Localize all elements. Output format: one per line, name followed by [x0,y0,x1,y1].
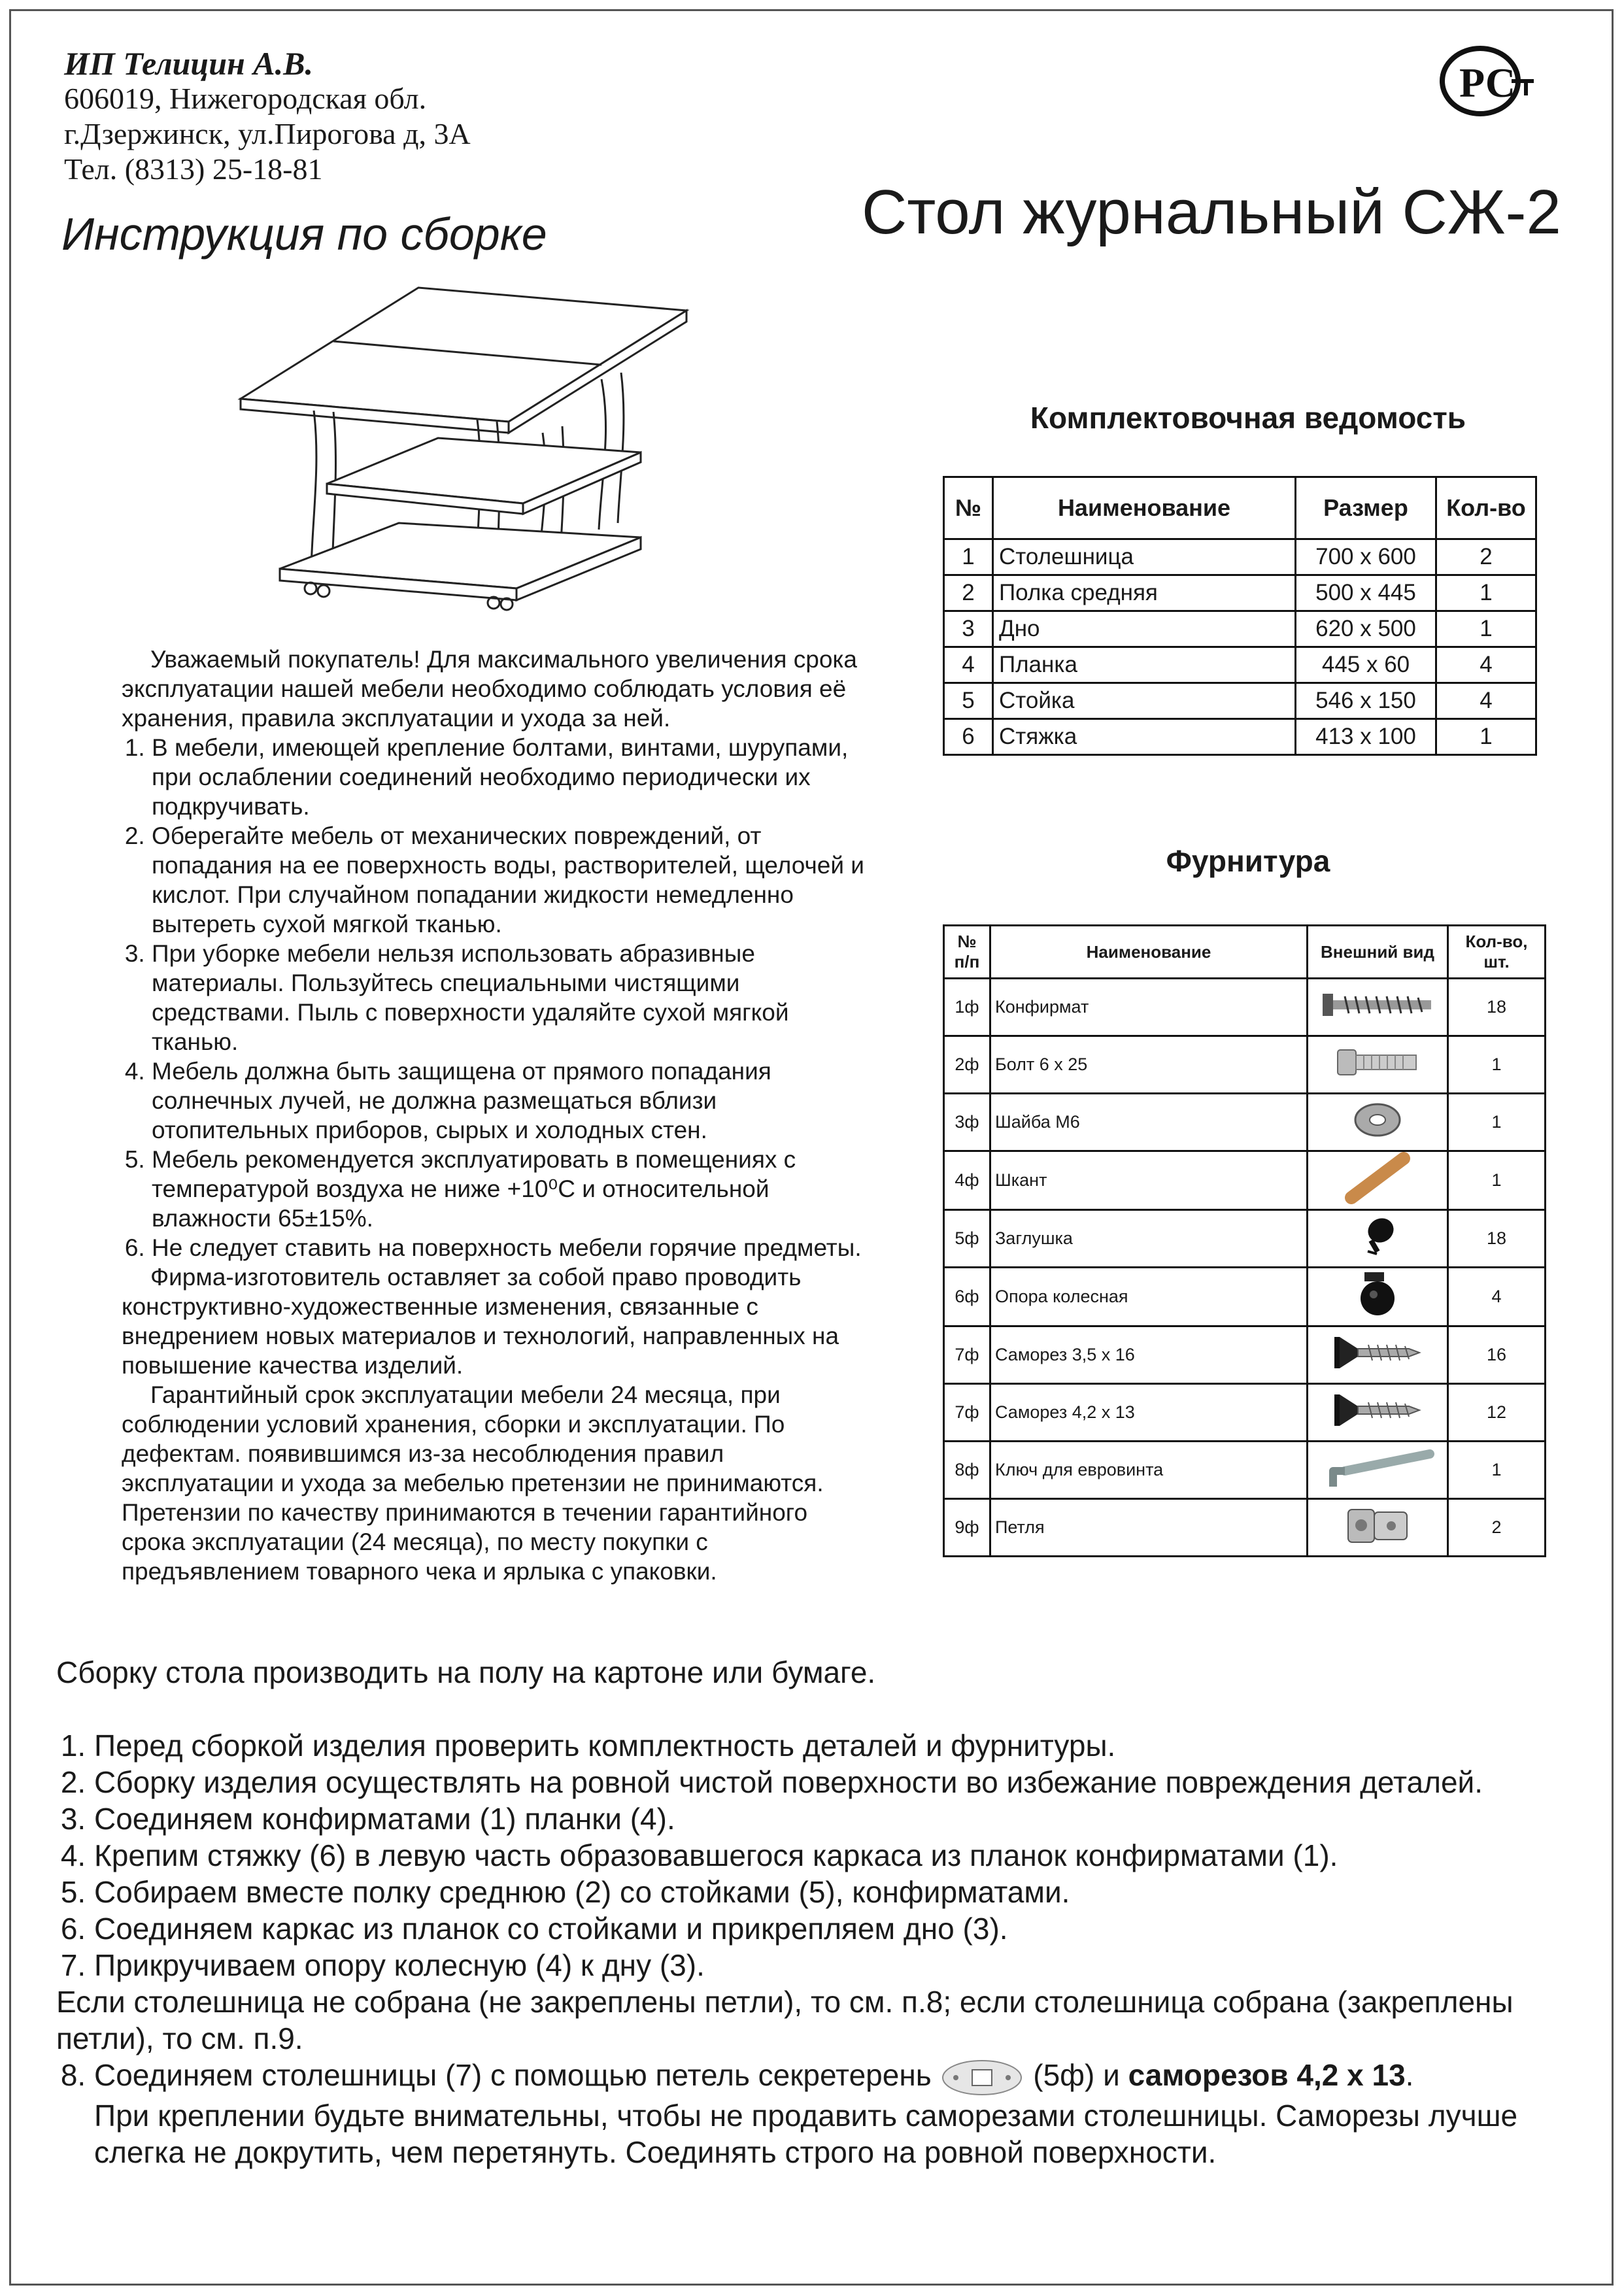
assembly-step: 3. Соединяем конфирматами (1) планки (4). [94,1800,1580,1837]
cell-name: Саморез 4,2 х 13 [990,1384,1308,1442]
cell-num: 2 [944,575,993,611]
table-row [944,1036,1546,1094]
cell-name: Планка [993,647,1296,683]
cell-qty: 18 [1448,979,1546,1036]
cell-qty: 2 [1436,539,1536,575]
cell-qty: 12 [1448,1384,1546,1442]
furnitura-title: Фурнитура [1166,844,1330,878]
cell-num: 4 [944,647,993,683]
cell-name: Саморез 3,5 х 16 [990,1326,1308,1384]
cell-num: 7ф [944,1326,990,1384]
step8-text: . [1405,2058,1414,2092]
hinge-icon [939,2058,1024,2097]
cell-image [1308,1442,1448,1499]
cell-image [1308,1210,1448,1268]
cell-name: Стяжка [993,719,1296,755]
cell-name: Опора колесная [990,1268,1308,1326]
company-block [64,46,471,187]
cell-qty: 1 [1448,1036,1546,1094]
cell-num: 4ф [944,1151,990,1210]
screw-icon [1332,1334,1423,1371]
cell-name: Столешница [993,539,1296,575]
cell-image [1308,1268,1448,1326]
cell-name: Болт 6 х 25 [990,1036,1308,1094]
table-row [944,575,1536,611]
step8-text: (5ф) и [1033,2058,1128,2092]
cell-name: Шкант [990,1151,1308,1210]
col-header: Кол-во [1436,477,1536,539]
coffee-table-illustration [235,281,693,615]
cell-qty: 1 [1448,1151,1546,1210]
cell-size: 500 x 445 [1296,575,1436,611]
care-item: 4. Мебель должна быть защищена от прямого попадания солнечных лучей, не должна размещаться вблизи отопительных приборов, сырых и холодных стен. [152,1056,873,1145]
cell-name: Стойка [993,683,1296,719]
cell-name: Шайба М6 [990,1094,1308,1151]
cell-image [1308,1326,1448,1384]
table-row [944,539,1536,575]
cell-num: 3ф [944,1094,990,1151]
hinge-icon [1342,1500,1413,1550]
washer-icon [1351,1102,1404,1138]
cell-num: 2ф [944,1036,990,1094]
table-row [944,683,1536,719]
assembly-steps [56,1727,1580,1984]
cell-num: 8ф [944,1442,990,1499]
table-row [944,1151,1546,1210]
cell-qty: 1 [1448,1094,1546,1151]
table-row [944,719,1536,755]
assembly-step: 5. Собираем вместе полку среднюю (2) со стойками (5), конфирматами. [94,1874,1580,1910]
assembly-step: 2. Сборку изделия осуществлять на ровной чистой поверхности во избежание повреждения деталей. [94,1764,1580,1800]
table-row [944,1210,1546,1268]
assembly-step: 4. Крепим стяжку (6) в левую часть образовавшегося каркаса из планок конфирматами (1). [94,1837,1580,1874]
cell-image [1308,1094,1448,1151]
step8-rest: При креплении будьте внимательны, чтобы не продавить саморезами столешницы. Саморезы лучше слегка не докрутить, чем перетянуть. Соединять строго на ровной поверхности. [94,2098,1518,2169]
table-row [944,611,1536,647]
cell-image [1308,1384,1448,1442]
cell-num: 1 [944,539,993,575]
cell-qty: 4 [1436,647,1536,683]
dowel-icon [1338,1152,1417,1204]
cell-size: 413 x 100 [1296,719,1436,755]
cell-num: 1ф [944,979,990,1036]
cell-num: 3 [944,611,993,647]
cell-qty: 1 [1448,1442,1546,1499]
warranty-text: Гарантийный срок эксплуатации мебели 24 месяца, при соблюдении условий хранения, сборки и эксплуатации. По дефектам. появившимся из-за несоблюдения правил эксплуатации и ухода за мебелью претензии не принимаются. Претензии по качеству принимаются в течении гарантийного срока эксплуатации (24 месяца), по месту покупки с предъявлением товарного чека и ярлыка с упаковки. [122,1381,824,1585]
cell-qty: 16 [1448,1326,1546,1384]
cell-size: 620 x 500 [1296,611,1436,647]
assembly-step: 6. Соединяем каркас из планок со стойками и прикрепляем дно (3). [94,1910,1580,1947]
care-item: 6. Не следует ставить на поверхность мебели горячие предметы. [152,1233,873,1262]
cell-image [1308,1499,1448,1557]
cell-image [1308,979,1448,1036]
step8-text: Соединяем столешницы (7) с помощью петель секретерень [94,2058,932,2092]
cell-qty: 4 [1448,1268,1546,1326]
cell-qty: 2 [1448,1499,1546,1557]
table-row [944,1094,1546,1151]
address-line-1: 606019, Нижегородская обл. [64,82,427,115]
assembly-intro: Сборку стола производить на полу на картоне или бумаге. [56,1655,876,1689]
komplekt-table [943,476,1537,756]
cell-num: 5 [944,683,993,719]
cell-qty: 1 [1436,575,1536,611]
assembly-steps-2 [56,2057,1580,2170]
assembly-step: 1. Перед сборкой изделия проверить комплектность деталей и фурнитуры. [94,1727,1580,1764]
cell-qty: 1 [1436,611,1536,647]
confirmat-screw-icon [1319,988,1436,1021]
cell-num: 9ф [944,1499,990,1557]
table-row [944,1442,1546,1499]
certification-mark-icon [1428,41,1539,119]
cap-plug-icon [1355,1213,1400,1259]
manufacturer-note: Фирма-изготовитель оставляет за собой право проводить конструктивно-художественные изменения, связанные с внедрением новых материалов и технологий, направленных на повышение качества изделий. [122,1264,839,1379]
address-line-2: г.Дзержинск, ул.Пирогова д, 3А [64,117,471,150]
bolt-icon [1335,1046,1420,1079]
assembly-step: 7. Прикручиваем опору колесную (4) к дну (3). [94,1947,1580,1984]
phone: Тел. (8313) 25-18-81 [64,152,323,186]
care-instructions [122,645,873,1586]
cell-size: 546 x 150 [1296,683,1436,719]
table-row [944,1326,1546,1384]
care-item: 1. В мебели, имеющей крепление болтами, винтами, шурупами, при ослаблении соединений необходимо периодически их подкручивать. [152,733,873,821]
table-row [944,1384,1546,1442]
care-item: 2. Оберегайте мебель от механических повреждений, от попадания на ее поверхность воды, растворителей, щелочей и кислот. При случайном попадании жидкости немедленно вытереть сухой мягкой тканью. [152,821,873,939]
instruction-title: Инструкция по сборке [61,209,547,260]
care-intro: Уважаемый покупатель! Для максимального увеличения срока эксплуатации нашей мебели необходимо соблюдать условия её хранения, правила эксплуатации и ухода за ней. [122,646,857,732]
cell-name: Конфирмат [990,979,1308,1036]
cell-name: Дно [993,611,1296,647]
cell-num: 6ф [944,1268,990,1326]
care-item: 3. При уборке мебели нельзя использовать абразивные материалы. Пользуйтесь специальными чистящими средствами. Пыль с поверхности удаляйте сухой мягкой тканью. [152,939,873,1056]
cell-size: 445 x 60 [1296,647,1436,683]
col-header: № п/п [944,926,990,979]
furnitura-table [943,924,1546,1557]
komplekt-title: Комплектовочная ведомость [1030,401,1466,435]
cell-num: 7ф [944,1384,990,1442]
table-row [944,1499,1546,1557]
cell-num: 6 [944,719,993,755]
cell-num: 5ф [944,1210,990,1268]
col-header: Наименование [990,926,1308,979]
table-row [944,1268,1546,1326]
company-name: ИП Телицин А.В. [64,45,314,82]
cell-name: Полка средняя [993,575,1296,611]
step8-bold: саморезов 4,2 х 13 [1128,2058,1406,2092]
col-header: Внешний вид [1308,926,1448,979]
cell-qty: 18 [1448,1210,1546,1268]
hex-key-icon [1319,1445,1436,1491]
caster-wheel-icon [1351,1268,1404,1321]
cell-qty: 4 [1436,683,1536,719]
table-row [944,979,1546,1036]
screw-icon [1332,1392,1423,1428]
cell-name: Заглушка [990,1210,1308,1268]
cell-image [1308,1151,1448,1210]
col-header: Кол-во, шт. [1448,926,1546,979]
col-header: Наименование [993,477,1296,539]
table-row [944,647,1536,683]
product-title: Стол журнальный СЖ-2 [862,177,1561,247]
cell-name: Петля [990,1499,1308,1557]
cell-size: 700 x 600 [1296,539,1436,575]
cert-mark-text: РС [1459,59,1516,106]
cell-name: Ключ для евровинта [990,1442,1308,1499]
col-header: Размер [1296,477,1436,539]
assembly-instructions [56,1654,1580,2170]
cell-qty: 1 [1436,719,1536,755]
care-list [122,733,873,1262]
cell-image [1308,1036,1448,1094]
assembly-step-8 [94,2057,1580,2170]
care-item: 5. Мебель рекомендуется эксплуатировать в помещениях с температурой воздуха не ниже +10⁰С и относительной влажности 65±15%. [152,1145,873,1233]
col-header: № [944,477,993,539]
assembly-note: Если столешница не собрана (не закреплены петли), то см. п.8; если столешница собрана (закреплены петли), то см. п.9. [56,1985,1514,2055]
